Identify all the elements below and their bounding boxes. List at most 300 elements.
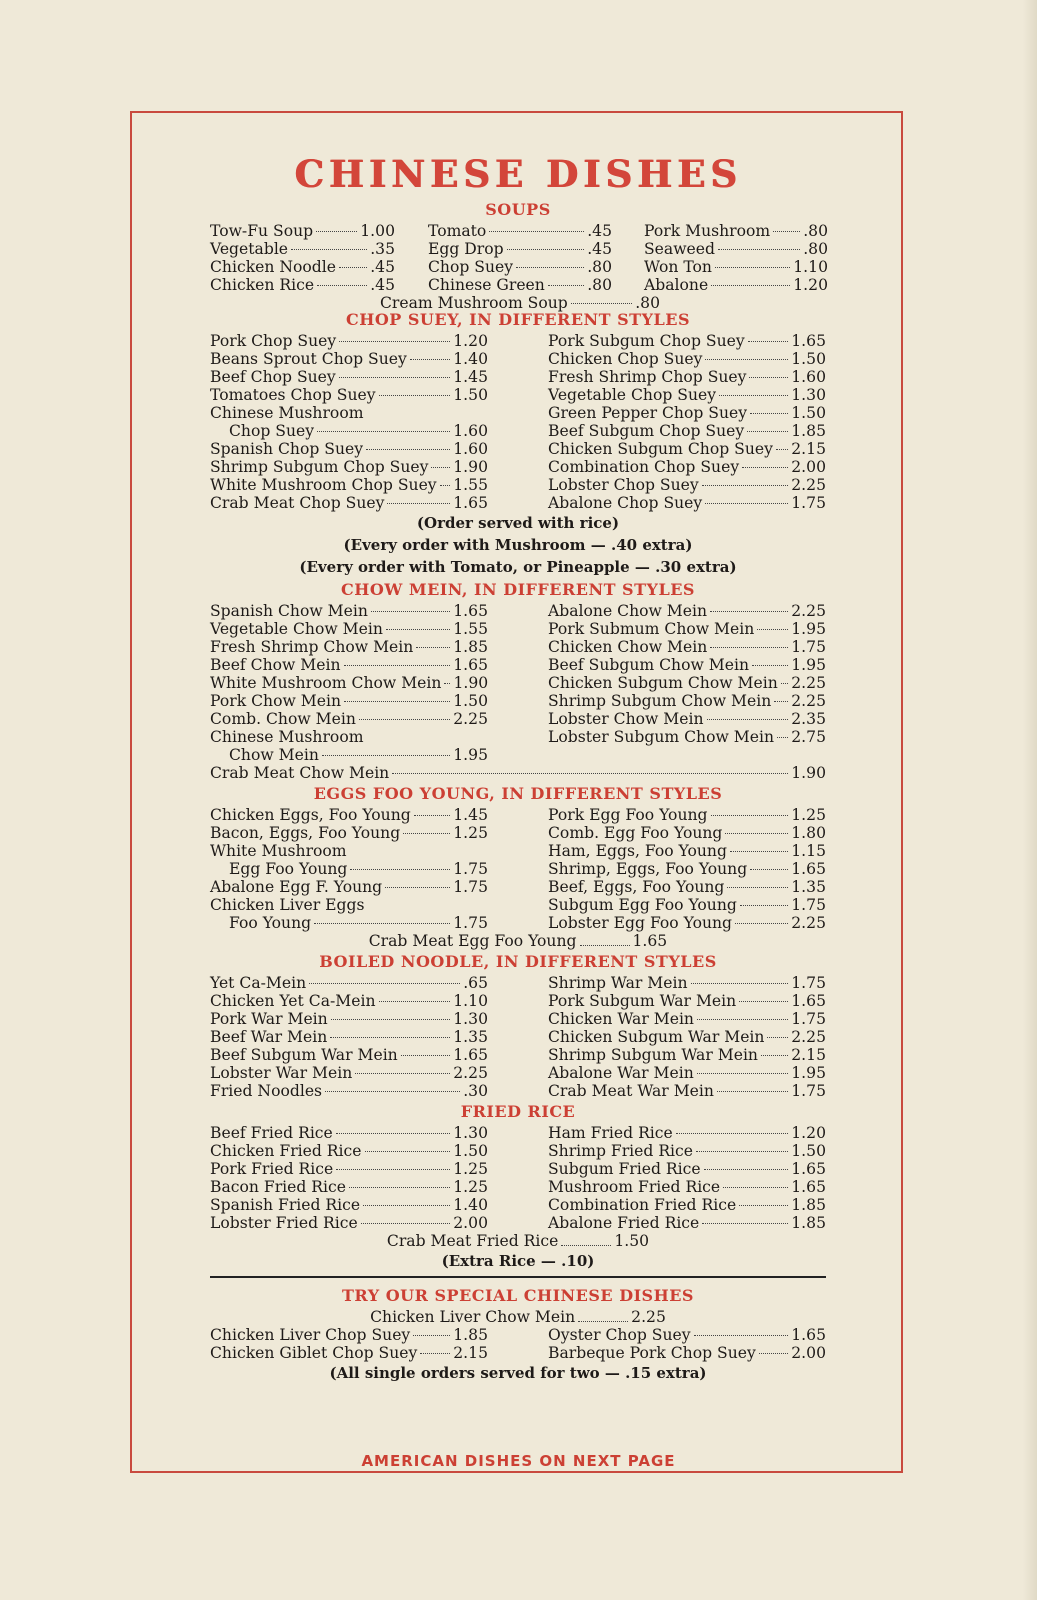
item-name: Pork Egg Foo Young <box>548 806 708 824</box>
dot-leader <box>339 377 451 378</box>
item-name: Chinese Green <box>428 276 545 294</box>
dot-leader <box>773 231 800 232</box>
item-name: Bacon Fried Rice <box>210 1178 346 1196</box>
menu-item <box>548 1010 826 1028</box>
special-first <box>210 1308 826 1326</box>
menu-item <box>210 620 488 638</box>
item-name: Barbeque Pork Chop Suey <box>548 1344 756 1362</box>
item-price: 1.65 <box>791 1160 826 1178</box>
item-price: 1.10 <box>793 258 828 276</box>
item-price: 2.25 <box>791 602 826 620</box>
dot-leader <box>365 1151 451 1152</box>
item-price: 1.85 <box>453 1326 488 1344</box>
menu-item <box>548 656 826 674</box>
item-price: 1.75 <box>791 494 826 512</box>
menu-item <box>210 258 395 276</box>
dot-leader <box>730 851 788 852</box>
item-price: 1.25 <box>791 806 826 824</box>
dot-leader <box>723 1187 788 1188</box>
dot-leader <box>355 1073 450 1074</box>
item-name: Egg Foo Young <box>229 860 348 878</box>
item-price: 1.50 <box>453 692 488 710</box>
menu-item <box>548 386 826 404</box>
menu-item <box>548 974 826 992</box>
menu-item <box>548 710 826 728</box>
section-heading-fried-rice: FRIED RICE <box>460 1102 576 1121</box>
item-price: 1.95 <box>791 1064 826 1082</box>
menu-item <box>210 710 488 728</box>
item-name: Chicken Liver Eggs <box>210 896 365 914</box>
item-price: 1.75 <box>791 638 826 656</box>
item-price: .45 <box>587 222 612 240</box>
item-price: .30 <box>463 1082 488 1100</box>
menu-item <box>548 1124 826 1142</box>
menu-item <box>428 222 612 240</box>
item-price: 2.15 <box>791 1046 826 1064</box>
menu-title: CHINESE DISHES <box>294 152 742 196</box>
menu-item <box>210 992 488 1010</box>
menu-item <box>210 746 488 764</box>
section-heading-boiled-noodle: BOILED NOODLE, IN DIFFERENT STYLES <box>319 952 717 971</box>
item-price: 1.95 <box>791 620 826 638</box>
dot-leader <box>705 359 788 360</box>
menu-item <box>210 1214 488 1232</box>
item-price: .80 <box>803 240 828 258</box>
dot-leader <box>414 815 451 816</box>
item-name: Beef War Mein <box>210 1028 328 1046</box>
item-price: 1.30 <box>791 386 826 404</box>
menu-item <box>210 692 488 710</box>
menu-item <box>210 1326 488 1344</box>
page-edge <box>1023 0 1037 1600</box>
dot-leader <box>725 833 788 834</box>
menu-item <box>210 422 488 440</box>
dot-leader <box>691 983 789 984</box>
dot-leader <box>707 719 789 720</box>
item-name: Shrimp Subgum War Mein <box>548 1046 758 1064</box>
dot-leader <box>410 359 450 360</box>
item-name: Pork Subgum Chop Suey <box>548 332 745 350</box>
item-name: Chinese Mushroom <box>210 728 364 746</box>
menu-item <box>548 458 826 476</box>
item-price: 2.00 <box>453 1214 488 1232</box>
dot-leader <box>386 629 450 630</box>
menu-item <box>548 494 826 512</box>
menu-item <box>210 240 395 258</box>
section-heading-soups: SOUPS <box>485 200 551 219</box>
dot-leader <box>516 267 584 268</box>
dot-leader <box>717 1091 788 1092</box>
menu-item <box>210 276 395 294</box>
item-name: Chicken War Mein <box>548 1010 694 1028</box>
egg-foo-young-last <box>210 932 826 950</box>
item-name: Chicken Fried Rice <box>210 1142 362 1160</box>
dot-leader <box>561 1228 611 1246</box>
item-name: Abalone Egg F. Young <box>210 878 383 896</box>
item-price: 1.75 <box>791 896 826 914</box>
dot-leader <box>752 665 788 666</box>
menu-item <box>210 222 395 240</box>
menu-item <box>548 638 826 656</box>
menu-item <box>210 914 488 932</box>
item-price: 2.75 <box>791 728 826 746</box>
dot-leader <box>379 1001 451 1002</box>
item-name: Chicken Noodle <box>210 258 336 276</box>
menu-item <box>210 332 488 350</box>
item-price: 1.65 <box>791 1178 826 1196</box>
item-price: 2.00 <box>791 1344 826 1362</box>
chop-suey-section <box>210 332 826 512</box>
item-price: .65 <box>463 974 488 992</box>
menu-item <box>548 1344 826 1362</box>
item-name: White Mushroom Chop Suey <box>210 476 437 494</box>
item-name: Shrimp Fried Rice <box>548 1142 694 1160</box>
menu-item <box>548 896 826 914</box>
menu-item <box>210 368 488 386</box>
menu-item <box>644 276 828 294</box>
dot-leader <box>761 1055 788 1056</box>
menu-item <box>210 1178 488 1196</box>
item-name: Fresh Shrimp Chop Suey <box>548 368 747 386</box>
menu-item <box>210 476 488 494</box>
item-price: 1.95 <box>791 656 826 674</box>
dot-leader <box>401 1055 451 1056</box>
menu-item <box>210 494 488 512</box>
dot-leader <box>774 701 788 702</box>
item-price: 2.25 <box>791 692 826 710</box>
dot-leader <box>548 285 584 286</box>
dot-leader <box>344 665 451 666</box>
item-price: 2.25 <box>631 1308 666 1326</box>
dot-leader <box>740 905 788 906</box>
chop-suey-note-2: (Every order with Mushroom — .40 extra) <box>343 536 693 554</box>
menu-item <box>548 602 826 620</box>
menu-item <box>210 1142 488 1160</box>
item-price: 1.20 <box>791 1124 826 1142</box>
dot-leader <box>697 1019 788 1020</box>
menu-item <box>210 1082 488 1100</box>
egg-foo-young-section <box>210 806 826 932</box>
item-price: 1.75 <box>453 860 488 878</box>
item-price: .80 <box>803 222 828 240</box>
dot-leader <box>749 377 788 378</box>
item-name: Combination Chop Suey <box>548 458 740 476</box>
item-name: Chicken Chow Mein <box>548 638 708 656</box>
dot-leader <box>739 1205 788 1206</box>
item-name: Tow-Fu Soup <box>210 222 314 240</box>
dot-leader <box>718 249 800 250</box>
dot-leader <box>748 341 789 342</box>
dot-leader <box>336 1169 450 1170</box>
item-price: 1.50 <box>791 1142 826 1160</box>
item-name: Chicken Subgum War Mein <box>548 1028 765 1046</box>
item-price: 1.65 <box>632 932 668 950</box>
dot-leader <box>392 773 788 774</box>
dot-leader <box>777 737 788 738</box>
item-price: 2.35 <box>791 710 826 728</box>
menu-item <box>548 422 826 440</box>
soups-last <box>380 294 660 312</box>
boiled-noodle-right <box>548 974 826 1100</box>
item-name: Yet Ca-Mein <box>210 974 307 992</box>
chop-suey-right <box>548 332 826 512</box>
dot-leader <box>336 1133 451 1134</box>
dot-leader <box>314 923 450 924</box>
egg-foo-young-right <box>548 806 826 932</box>
item-name: Abalone War Mein <box>548 1064 694 1082</box>
item-name: Tomatoes Chop Suey <box>210 386 376 404</box>
item-name: Lobster Egg Foo Young <box>548 914 733 932</box>
item-name: Fresh Shrimp Chow Mein <box>210 638 414 656</box>
item-price: 2.00 <box>791 458 826 476</box>
menu-item <box>548 440 826 458</box>
item-name: Combination Fried Rice <box>548 1196 737 1214</box>
menu-item <box>548 1326 826 1344</box>
dot-leader <box>747 431 788 432</box>
item-price: 1.75 <box>791 1082 826 1100</box>
dot-leader <box>571 303 632 304</box>
soups-col-3 <box>644 222 828 294</box>
dot-leader <box>387 503 450 504</box>
item-price: 1.80 <box>791 824 826 842</box>
soups-col-2 <box>428 222 612 294</box>
menu-item <box>210 1064 488 1082</box>
item-name: Bacon, Eggs, Foo Young <box>210 824 401 842</box>
item-name: Egg Drop <box>428 240 504 258</box>
item-name: Shrimp Subgum Chow Mein <box>548 692 772 710</box>
menu-item <box>548 992 826 1010</box>
dot-leader <box>702 485 789 486</box>
menu-item <box>428 276 612 294</box>
item-price: 1.15 <box>791 842 826 860</box>
dot-leader <box>757 629 788 630</box>
item-price: 1.50 <box>453 1142 488 1160</box>
dot-leader <box>363 1205 450 1206</box>
item-price: 1.35 <box>791 878 826 896</box>
item-price: 1.60 <box>453 440 488 458</box>
special-left <box>210 1326 488 1362</box>
special-note: (All single orders served for two — .15 extra) <box>329 1364 707 1382</box>
item-price: 1.65 <box>791 860 826 878</box>
item-price: 2.25 <box>791 1028 826 1046</box>
item-name: White Mushroom <box>210 842 347 860</box>
dot-leader <box>694 1335 789 1336</box>
item-name: Abalone Chow Mein <box>548 602 708 620</box>
item-name: Pork War Mein <box>210 1010 328 1028</box>
item-price: 1.90 <box>453 674 489 692</box>
dot-leader <box>339 267 367 268</box>
item-price: 1.25 <box>453 824 488 842</box>
item-price: 2.25 <box>791 476 826 494</box>
fried-rice-right <box>548 1124 826 1232</box>
item-price: 1.50 <box>614 1232 650 1250</box>
item-name: Chicken Subgum Chow Mein <box>548 674 778 692</box>
dot-leader <box>385 887 450 888</box>
dot-leader <box>371 611 450 612</box>
dot-leader <box>781 683 789 684</box>
menu-item <box>210 440 488 458</box>
fried-rice-note: (Extra Rice — .10) <box>441 1252 595 1270</box>
item-price: 1.35 <box>453 1028 488 1046</box>
menu-item <box>644 240 828 258</box>
item-name: Comb. Egg Foo Young <box>548 824 723 842</box>
dot-leader <box>750 869 788 870</box>
dot-leader <box>719 395 788 396</box>
chop-suey-note-1: (Order served with rice) <box>416 514 620 532</box>
menu-item <box>428 258 612 276</box>
dot-leader <box>710 647 788 648</box>
item-name: Comb. Chow Mein <box>210 710 356 728</box>
menu-item <box>548 806 826 824</box>
item-price: 1.30 <box>453 1010 488 1028</box>
item-price: 1.75 <box>791 974 826 992</box>
item-name: Mushroom Fried Rice <box>548 1178 721 1196</box>
menu-item <box>210 602 488 620</box>
menu-item <box>548 728 826 746</box>
menu-item <box>548 1046 826 1064</box>
dot-leader <box>344 701 450 702</box>
menu-item <box>548 692 826 710</box>
item-price: 1.45 <box>453 806 488 824</box>
item-price: 1.50 <box>453 386 488 404</box>
item-name: Chop Suey <box>229 422 315 440</box>
item-name: Spanish Chow Mein <box>210 602 368 620</box>
item-price: 1.55 <box>453 620 488 638</box>
item-price: 1.75 <box>453 878 488 896</box>
item-price: 1.85 <box>791 422 826 440</box>
item-price: 2.25 <box>453 710 488 728</box>
menu-item <box>548 350 826 368</box>
boiled-noodle-left <box>210 974 488 1100</box>
item-price: .45 <box>370 258 395 276</box>
dot-leader <box>711 815 789 816</box>
item-name: Pork Fried Rice <box>210 1160 334 1178</box>
item-name: Abalone Fried Rice <box>548 1214 700 1232</box>
item-name: Spanish Chop Suey <box>210 440 364 458</box>
item-name: Lobster Chop Suey <box>548 476 699 494</box>
dot-leader <box>776 449 788 450</box>
menu-item <box>210 1124 488 1142</box>
item-name: Won Ton <box>644 258 712 276</box>
item-price: 1.20 <box>793 276 828 294</box>
item-price: 1.55 <box>453 476 488 494</box>
dot-leader <box>705 503 788 504</box>
menu-item <box>210 824 488 842</box>
item-name: Beef, Eggs, Foo Young <box>548 878 725 896</box>
item-price: .45 <box>370 276 395 294</box>
item-price: 1.75 <box>453 914 488 932</box>
item-price: 1.90 <box>453 458 488 476</box>
chop-suey-left <box>210 332 488 512</box>
item-name: Spanish Fried Rice <box>210 1196 361 1214</box>
dot-leader <box>676 1133 789 1134</box>
item-name: Pork Subgum War Mein <box>548 992 737 1010</box>
section-heading-chop-suey: CHOP SUEY, IN DIFFERENT STYLES <box>345 310 691 329</box>
item-name: Chicken Liver Chow Mein <box>370 1308 576 1326</box>
dot-leader <box>702 1223 788 1224</box>
item-name: Chicken Rice <box>210 276 315 294</box>
item-name: Chicken Chop Suey <box>548 350 703 368</box>
item-price: .45 <box>587 240 612 258</box>
item-name: Lobster Fried Rice <box>210 1214 358 1232</box>
item-name: Chicken Giblet Chop Suey <box>210 1344 418 1362</box>
item-price: 2.15 <box>791 440 826 458</box>
item-name: Ham Fried Rice <box>548 1124 673 1142</box>
dot-leader <box>440 485 451 486</box>
dot-leader <box>489 231 584 232</box>
item-name: Foo Young <box>229 914 312 932</box>
item-price: 1.65 <box>453 656 488 674</box>
dot-leader <box>697 1073 789 1074</box>
item-price: 1.25 <box>453 1160 488 1178</box>
item-price: 1.85 <box>791 1214 826 1232</box>
chow-mein-section <box>210 602 826 764</box>
menu-item <box>548 332 826 350</box>
fried-rice-last <box>210 1232 826 1250</box>
dot-leader <box>767 1037 788 1038</box>
item-price: 1.75 <box>791 1010 826 1028</box>
section-heading-special: TRY OUR SPECIAL CHINESE DISHES <box>342 1286 694 1305</box>
item-price: .35 <box>370 240 395 258</box>
dot-leader <box>309 983 460 984</box>
dot-leader <box>580 928 630 946</box>
item-name: White Mushroom Chow Mein <box>210 674 442 692</box>
dot-leader <box>366 449 450 450</box>
dot-leader <box>413 1335 450 1336</box>
item-name: Shrimp, Eggs, Foo Young <box>548 860 748 878</box>
chow-mein-right <box>548 602 826 764</box>
menu-item <box>548 674 826 692</box>
item-price: 1.20 <box>453 332 488 350</box>
item-name: Lobster Chow Mein <box>548 710 704 728</box>
soups-section <box>210 222 828 312</box>
dot-leader <box>361 1223 451 1224</box>
item-name: Crab Meat Egg Foo Young <box>368 932 577 950</box>
item-price: 1.60 <box>791 368 826 386</box>
item-name: Oyster Chop Suey <box>548 1326 691 1344</box>
menu-item <box>548 1178 826 1196</box>
item-name: Crab Meat War Mein <box>548 1082 714 1100</box>
dot-leader <box>350 869 450 870</box>
egg-foo-young-left <box>210 806 488 932</box>
chow-mein-left <box>210 602 488 764</box>
item-name: Crab Meat Chow Mein <box>210 764 390 782</box>
item-name: Vegetable <box>210 240 289 258</box>
item-name: Chinese Mushroom <box>210 404 364 422</box>
dot-leader <box>403 833 450 834</box>
section-heading-chow-mein: CHOW MEIN, IN DIFFERENT STYLES <box>341 580 695 599</box>
item-name: Crab Meat Chop Suey <box>210 494 385 512</box>
item-name: Abalone Chop Suey <box>548 494 703 512</box>
menu-item <box>210 806 488 824</box>
item-price: 1.65 <box>791 332 826 350</box>
divider-line <box>210 1276 826 1278</box>
item-name: Pork Submum Chow Mein <box>548 620 755 638</box>
dot-leader <box>715 267 790 268</box>
dot-leader <box>759 1353 788 1354</box>
item-price: 1.25 <box>453 1178 488 1196</box>
item-name: Ham, Eggs, Foo Young <box>548 842 727 860</box>
special-right <box>548 1326 826 1362</box>
menu-item <box>210 386 488 404</box>
dot-leader <box>317 431 450 432</box>
menu-item <box>210 1160 488 1178</box>
item-name: Lobster Subgum Chow Mein <box>548 728 775 746</box>
item-price: 1.60 <box>453 422 488 440</box>
item-name: Pork Chow Mein <box>210 692 342 710</box>
menu-item <box>380 294 660 312</box>
menu-item <box>548 1064 826 1082</box>
